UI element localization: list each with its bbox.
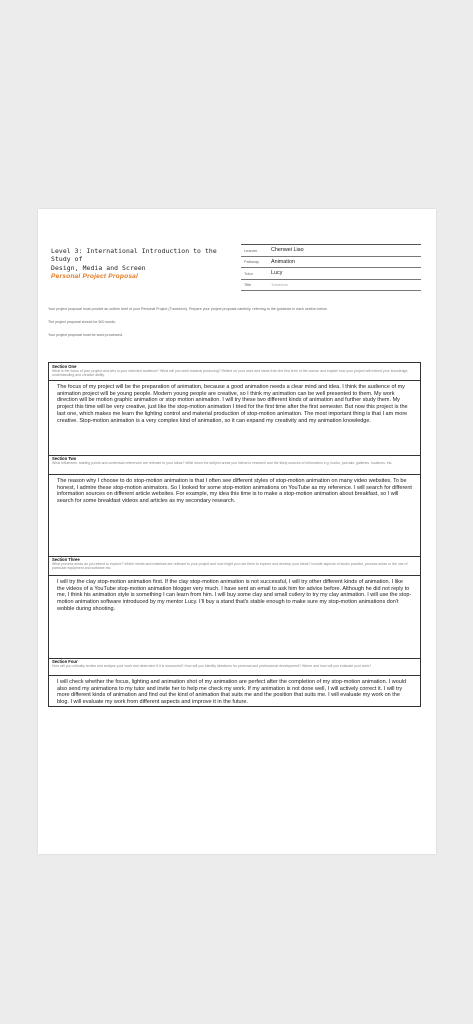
- section-title: Section Two: [52, 455, 77, 461]
- section-answer: I will try the clay stop-motion animation first. If the clay stop-motion animation is not successful, I will try other different kinds of animation. I like the videos of a YouTube stop-motion animation blogger very much. I have sent an email to ask him for advice before. Although he did not reply to me, I think his animation style is something I can learn from him. I will buy some clay and small cutlery to try my clay animation. I will use the stop-motion animation software introduced by my mentor Lucy. I'll buy a stand that's stable enough to make sure my stop-motion animations don't wobble during shooting.: [57, 579, 412, 612]
- info-value: Transform: [271, 282, 289, 287]
- section-four: [49, 658, 420, 706]
- section-title: Section Three: [52, 556, 80, 562]
- info-row-title: [241, 280, 421, 292]
- info-label: Learner: [244, 247, 258, 253]
- section-header: [49, 455, 420, 475]
- info-value: Chenwei Liao: [271, 247, 304, 254]
- document-title: [51, 247, 236, 272]
- section-answer: The reason why I choose to do stop-motion animation is that I often see different styles of stop-motion animation on many video websites. To be honest, I admire these stop-motion animators. So I looked for some stop-motion animations on YouTube as my reference. I will search for different information sources on different article websites. For example, my idea this time is to make a stop-motion animation about breakfast, so I will search for some breakfast videos and articles as my secondary research.: [57, 478, 412, 505]
- section-title: Section Four: [52, 658, 78, 664]
- info-row-tutor: [241, 268, 421, 280]
- section-answer: [49, 676, 420, 706]
- section-two: [49, 455, 420, 555]
- instruction-text: The project proposal should be 500 words.: [48, 320, 116, 324]
- section-answer-text: I will check whether the focus, lighting and animation shot of my animation are perfect after the completion of my stop-motion animation. I would also send my animations to my tutor and invite her to help me check my work. If my animation is not done well, I will actively correct it. I will try more different kinds of animation and find out the kind of animation that suits me and the position that suits me. I will evaluate my work on the blog. I will evaluate my work from different aspects and improve it in the future.: [57, 679, 407, 706]
- section-three: [49, 556, 420, 657]
- section-header: [49, 556, 420, 576]
- section-prompt: What is the focus of your project and who is your intended audience? What will you work towards producing? Reflect on your work and ideas from the first term of the course and explain how your project will extend your knowledge, understanding and creative ability.: [52, 368, 409, 377]
- section-prompt: What process areas do you intend to explore? Which media and materials are relevant to your project and how might you use them to explore and develop your ideas? Include aspects of studio practice, process areas or the use of particular equipment and software etc.: [52, 561, 408, 570]
- info-label: Pathway: [244, 259, 259, 265]
- instruction-text: Your project proposal must be word processed.: [48, 333, 123, 337]
- sections-table: [48, 362, 421, 707]
- info-label: Title: [244, 282, 252, 288]
- document-header: [51, 247, 236, 280]
- info-row-pathway: [241, 257, 421, 269]
- info-label: Tutor: [244, 270, 253, 276]
- instruction-text: Your project proposal must provide an outline brief of your Personal Project (Transform). Prepare your project proposal carefully, referring to the guidance in each section below.: [48, 307, 328, 311]
- section-answer: The focus of my project will be the preparation of animation, because a good animation needs a clear mind and idea. I think the audience of my animation project will be young people. Modern young people are creative, so I think my animation can be well presented to them. My work direction will be motion graphic animation or stop motion animation. I will try these two different kinds of animation and further study them. My project this time will be very creative, just like the stop-motion animation I tried for the first time after the first semester. But now this project is the last one, which makes me learn the lighting control and material production of stop-motion animation. The most important thing is that I am more creative. Stop-motion animation is a very complex kind of animation, so it can expand my creativity and my animation knowledge.: [57, 384, 408, 424]
- info-row-learner: [241, 245, 421, 257]
- section-header: [49, 363, 420, 381]
- learner-info-table: [241, 244, 421, 291]
- proposal-page: [38, 209, 436, 854]
- document-subtitle: Personal Project Proposal: [51, 272, 139, 280]
- section-header: [49, 658, 420, 676]
- intro-instructions: [48, 307, 420, 346]
- info-value: Lucy: [271, 270, 283, 277]
- info-value: Animation: [271, 258, 295, 265]
- section-title: Section One: [52, 363, 77, 369]
- section-one: [49, 363, 420, 455]
- document-title-line: Design, Media and Screen: [51, 263, 146, 272]
- section-prompt: What influences, starting points and contextual references are relevant to your ideas? Write down the subject areas you intend to research and the likely sources of information e.g. books, journals, galleries, locations, etc.: [52, 460, 393, 465]
- document-title-line: Level 3: International Introduction to the Study of: [51, 247, 217, 264]
- section-prompt: How will you critically review and analyse your work and determine if it is successful? How will you identify directions for personal and professional development? Where and how will you evaluate your work?: [52, 663, 372, 668]
